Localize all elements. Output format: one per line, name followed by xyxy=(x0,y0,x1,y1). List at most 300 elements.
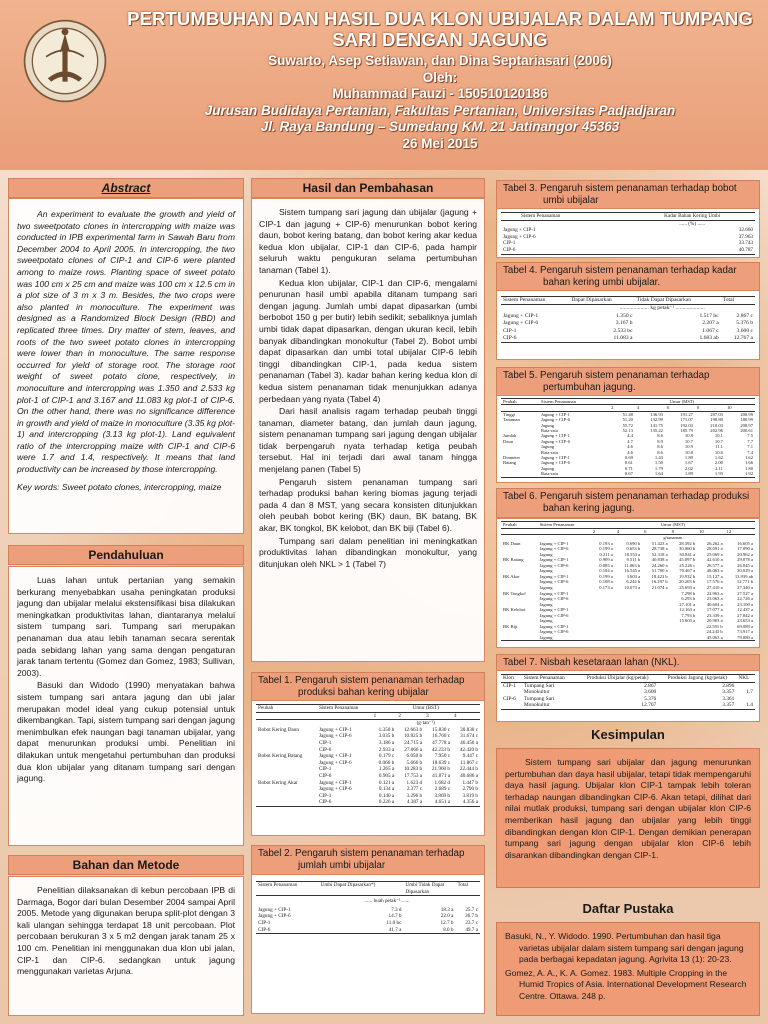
table-cell: 26.262 a xyxy=(706,540,723,546)
table-cell: 24.243 b xyxy=(706,629,723,635)
table-cell: 24.260 a xyxy=(651,562,668,568)
table-cell: 40.838 a xyxy=(651,557,668,563)
table-cell: Jagung xyxy=(539,568,553,574)
table-cell: BK Daun xyxy=(503,540,521,546)
table-cell: 22.0 a xyxy=(440,913,454,920)
table-cell: Jagung + CIP-1 xyxy=(539,607,569,613)
table-cell: Jagung + CIP-6 xyxy=(539,596,569,602)
table-cell: CIP-6 xyxy=(256,927,319,934)
pendahuluan-heading: Pendahuluan xyxy=(8,545,244,565)
authors: Suwarto, Asep Setiawan, dan Dina Septariasari (2006) xyxy=(268,53,612,68)
table-cell: CIP-6 xyxy=(318,746,332,753)
tabel1-caption: Tabel 1. Pengaruh sistem penanaman terhadap produksi bahan kering ubijalar xyxy=(251,672,485,702)
abstract-text xyxy=(17,209,235,493)
table-cell: 1.89 xyxy=(665,471,695,477)
table-cell: 2.207 a xyxy=(702,320,719,327)
table-cell: 10.9 xyxy=(684,444,693,450)
table-cell: 1.517 bc xyxy=(699,312,719,319)
tabel4-unit: ..................... kg petak⁻¹ ..................... xyxy=(619,305,705,312)
table-cell: 6.244 b xyxy=(626,579,641,585)
tabel3-head: Kadar Bahan Kering Umbi xyxy=(629,213,755,221)
table-cell: CIP-1 xyxy=(503,327,517,334)
table-cell: 73.917 a xyxy=(737,629,753,635)
table-cell xyxy=(670,635,698,641)
table-cell: 70.467 a xyxy=(679,568,696,574)
table-cell: 26.045 a xyxy=(737,562,753,568)
tabel4-body xyxy=(501,313,755,343)
table-cell: 3.600 xyxy=(644,689,657,696)
table-cell: Jagung + CIP-1 xyxy=(541,411,570,417)
table-cell: Tinggi xyxy=(503,411,516,417)
table-cell: 27.842 a xyxy=(737,612,753,618)
tabel7-head: NKL xyxy=(736,675,755,683)
table-cell: 1.43 xyxy=(654,455,663,461)
table-cell: 0.066 b xyxy=(378,759,395,766)
keywords: Key words: Sweet potato clones, intercropping, maize xyxy=(17,481,222,492)
table-cell: 1.67 xyxy=(684,460,693,466)
table-cell: 1.4 xyxy=(736,702,755,709)
table-cell: 40.604 a xyxy=(706,601,723,607)
table-cell: CIP-1 xyxy=(258,919,271,926)
table-cell: 1.7 xyxy=(746,689,753,696)
table-cell: 2.896 xyxy=(722,682,735,689)
table-cell: Jagung + CIP-1 xyxy=(318,779,352,786)
tabel2-caption: Tabel 2. Pengaruh sistem penanaman terhadap jumlah umbi ubijalar xyxy=(251,845,485,875)
table-cell: 0.69 xyxy=(624,455,633,461)
table-cell: 3.167 b xyxy=(615,320,633,327)
table-cell: 0.226 a xyxy=(372,799,397,806)
table-cell: Jagung xyxy=(538,635,591,641)
table-cell: 51.20 xyxy=(622,417,633,423)
hasil-paragraph-1: Sistem tumpang sari jagung dan ubijalar (jagung + CIP-1 dan jagung + CIP-6) menurunkan bobot kering daun, bobot kering batang, dan bobot kering akar kedua kedua klon ubijalar, CIP-1 dan CIP-6, pada hampir seluruh waktu pengukuran selama pertumbuhan tanaman (Tabel 1). xyxy=(259,207,477,275)
table-cell: Jagung + CIP-1 xyxy=(503,227,536,234)
table-cell: 8.0 b xyxy=(403,927,455,934)
tabel2-unit: ...... buah petak⁻¹ ...... xyxy=(364,898,410,905)
hasil-paragraph-2: Kedua klon ubijalar, CIP-1 dan CIP-6, mengalami penurunan hasil umbi apabila ditanam tumpang sari dengan jagung. Jumlah umbi dapat dipasarkan (umbi berbobot 150 g per butir) lebih sedikit; sebaliknya jumlah umbi tidak dapat dipasarkan, dengan ukuran kecil, lebih banyak dibandingkan monokultur (Tabel 2). Bobot umbi dapat dipasarkan dan umbi total ubijalar CIP-6 lebih tinggi dibandingkan CIP-1, pada kedua sistem penanaman (Tabel 3). kadar bahan kering kedua klon di kedua sistem penanaman tidak menunjukkan adanya perbedaan yang nyata (Tabel 4) xyxy=(259,277,477,404)
table-cell: 1.265 a xyxy=(378,766,395,773)
tabel4-caption: Tabel 4. Pengaruh sistem penanaman terhadap kadar bahan kering umbi ubijalar. xyxy=(496,262,760,292)
hasil-paragraph-5: Tumpang sari dalam penelitian ini meningkatkan produktivitas lahan dibandingkan monokultur, yang ditunjukan oleh NKL > 1 (Tabel 7) xyxy=(259,535,477,569)
kesimpulan-box xyxy=(496,748,760,888)
table-cell xyxy=(501,702,522,709)
table-cell: Jagung + CIP-1 xyxy=(318,726,352,733)
table-cell: 2.790 b xyxy=(462,786,478,793)
date: 26 Mei 2015 xyxy=(402,135,478,151)
tabel7-head: Sistem Penanaman xyxy=(522,675,577,683)
table-row xyxy=(501,557,755,563)
table-cell: Bobot Kering Daun xyxy=(258,726,299,733)
table-cell: 0.085 a xyxy=(599,562,613,568)
department: Jurusan Budidaya Pertanian, Fakultas Pertanian, Universitas Padjadjaran xyxy=(204,102,676,118)
table-cell: 10.825 b xyxy=(403,733,423,740)
table-cell: 12.163 a xyxy=(679,607,696,613)
table-cell: Jagung + CIP-6 xyxy=(541,417,570,423)
table-cell: 12.771 b xyxy=(736,579,753,585)
tabel6-unit: g/tanaman xyxy=(663,535,683,541)
table-row xyxy=(501,234,755,241)
abstract-box xyxy=(8,198,244,534)
table-cell: 207.03 xyxy=(710,411,723,417)
table-cell xyxy=(615,635,642,641)
table-cell: CIP-6 xyxy=(317,799,372,806)
table-cell: 22.726 a xyxy=(737,596,753,602)
table-cell: 26.577 a xyxy=(706,562,723,568)
table-cell xyxy=(736,696,755,703)
table-cell: 10.6 xyxy=(714,449,723,455)
tabel5-body xyxy=(501,411,755,477)
table-cell: Jagung + CIP-1 xyxy=(539,557,569,563)
table-cell: 4.7 xyxy=(627,438,633,444)
tabel1-head: 1 xyxy=(372,712,397,720)
table-cell: 1.66 xyxy=(744,460,753,466)
table-cell: 7.793 b xyxy=(681,612,696,618)
table-cell: Jagung + CIP-6 xyxy=(503,233,536,240)
table-row xyxy=(256,753,480,760)
tabel1-head: 4 xyxy=(452,712,480,720)
table-cell: 132.99 xyxy=(650,417,663,423)
table-cell: 15.603 a xyxy=(679,618,696,624)
bahan-text xyxy=(17,885,235,978)
hasil-paragraph-3: Dari hasil analisis ragam terhadap peubah tinggi tanaman, diameter batang, dan jumlah daun jagung, sistem penanaman tumpang sari jagung dengan ubijalar tidak berpengaruh nyata terhadap ketiga peubah tersebut. Hal ini terjadi dari awal tanam hingga menjelang panen (Tabel 5) xyxy=(259,406,477,475)
table-row xyxy=(256,740,480,747)
tabel3-body xyxy=(501,227,755,254)
table-cell: 45.097 b xyxy=(679,557,696,563)
table-cell: 2.377 c xyxy=(406,786,423,793)
table-cell: Jagung + CIP-1 xyxy=(503,312,539,319)
table-cell: Rata-rata xyxy=(541,449,558,455)
table-cell: Jagung xyxy=(539,618,553,624)
table-cell: 20.203 b xyxy=(679,579,696,585)
table-cell: CIP-1 xyxy=(318,766,332,773)
table-cell: 2.533 bc xyxy=(613,327,633,334)
bahan-heading: Bahan dan Metode xyxy=(8,855,244,875)
table-cell: 2.11 xyxy=(715,465,723,471)
table-cell: Daun xyxy=(503,438,513,444)
table-cell: 0.108 a xyxy=(599,579,613,585)
hasil-text xyxy=(259,207,477,570)
table-cell: BK Tongkol xyxy=(503,590,526,596)
tabel5-head: 8 xyxy=(695,405,725,411)
table-cell: 1.64 xyxy=(635,471,665,477)
table-cell: 3.819 b xyxy=(462,792,478,799)
table-cell: 7.1 xyxy=(747,444,753,450)
reference-2: Gomez, A. A., K. A. Gomez. 1983. Multiple Cropping in the Humid Tropics of Asia. International Development Research Centre. Ottawa. 248 p. xyxy=(505,967,747,1001)
tabel2-head: Total xyxy=(455,882,480,896)
table-cell: 4.651 a xyxy=(424,799,452,806)
table-cell: CIP-6 xyxy=(318,772,332,779)
tabel6 xyxy=(496,518,760,648)
table-cell: Monokultur xyxy=(523,689,550,696)
tabel6-head: 6 xyxy=(642,528,670,535)
table-cell xyxy=(256,773,317,780)
table-row xyxy=(256,913,480,920)
table-cell: 30.029 a xyxy=(737,568,753,574)
table-cell: 0.199 a xyxy=(599,573,613,579)
table-cell xyxy=(501,689,522,696)
table-cell: 17.576 a xyxy=(706,579,723,585)
table-row xyxy=(501,313,755,320)
table-cell: 45.063 a xyxy=(697,635,725,641)
table-cell: 22.591 b xyxy=(706,623,723,629)
poster-title: PERTUMBUHAN DAN HASIL DUA KLON UBIJALAR DALAM TUMPANG SARI DENGAN JAGUNG xyxy=(127,8,753,50)
table-cell: CIP-1 xyxy=(503,240,516,247)
table-cell: 41.871 a xyxy=(432,772,451,779)
table-cell: 3.603 a xyxy=(626,573,641,579)
table-cell: BK Akar xyxy=(503,573,520,579)
table-row xyxy=(256,799,480,806)
table-cell: 12.663 b xyxy=(403,726,423,733)
hasil-paragraph-4: Pengaruh sistem penanaman tumpang sari terhadap produksi bahan kering biomas jagung terjadi pada 4 dan 8 MST, yang secara konsisten ditunjukkan oleh peubah bobot kering (BK) daun, BK batang, BK akar, BK tongkol, BK kelobot, dan BK biji (Tabel 6). xyxy=(259,476,477,534)
table-cell: 4.6 xyxy=(627,449,633,455)
table-cell: Jagung + CIP-6 xyxy=(258,913,291,920)
table-row xyxy=(501,320,755,327)
table-cell: 10.283 b xyxy=(403,766,423,773)
table-cell: 8.6 xyxy=(657,433,663,439)
table-cell xyxy=(736,682,755,689)
table-cell: 16.297 b xyxy=(651,579,668,585)
table-cell: 4.6 xyxy=(627,444,633,450)
table-cell xyxy=(591,635,615,641)
table-cell: 7.5 xyxy=(747,433,753,439)
tabel5-head: Sistem Penanaman xyxy=(539,399,609,405)
table-row xyxy=(501,689,755,696)
tabel7-caption: Tabel 7. Nisbah kesetaraan lahan (NKL). xyxy=(496,654,760,672)
table-row xyxy=(501,635,755,641)
table-cell: 27.527 a xyxy=(737,590,753,596)
table-cell: 18.553 a xyxy=(624,551,641,557)
table-cell: 17.753 a xyxy=(404,772,423,779)
table-cell: 141.75 xyxy=(650,422,663,428)
table-cell: 42.610 a xyxy=(706,557,723,563)
table-cell: 21.074 a xyxy=(651,585,668,591)
table-cell: Rata-rata xyxy=(541,428,558,434)
table-cell xyxy=(256,740,317,747)
table-cell: 47.778 a xyxy=(432,739,451,746)
table-row xyxy=(256,727,480,734)
table-cell: 0.179 c xyxy=(378,753,395,760)
tabel3 xyxy=(496,208,760,258)
table-cell: 0.121 a xyxy=(378,779,395,786)
tabel2-head: Umbi Dapat Dipasarkan*) xyxy=(319,882,404,896)
table-row xyxy=(256,773,480,780)
table-row xyxy=(501,328,755,335)
abstract-heading: Abstract xyxy=(8,178,244,198)
table-cell: 5.666 b xyxy=(406,759,423,766)
table-cell: Jagung + CIP-1 xyxy=(318,753,352,760)
table-cell: 17.090 a xyxy=(737,546,753,552)
table-cell: 23.653 a xyxy=(737,618,753,624)
table-cell xyxy=(256,799,317,806)
oleh-label: Oleh: xyxy=(422,69,458,85)
table-cell: 7.7 xyxy=(747,438,753,444)
table-cell: 27.410 a xyxy=(706,585,723,591)
table-row xyxy=(256,786,480,793)
table-cell: 0.140 a xyxy=(378,792,395,799)
table-row xyxy=(501,335,755,343)
table-cell: 192.03 xyxy=(680,422,693,428)
table-row xyxy=(501,546,755,552)
table-cell: Jagung + CIP-1 xyxy=(539,590,569,596)
table-cell: 52.318 a xyxy=(651,551,668,557)
table-cell: Tumpang Sari xyxy=(523,682,555,689)
table-row xyxy=(501,471,755,477)
tabel2-head: Umbi Tidak Dapat Dipasarkan xyxy=(403,882,455,896)
table-cell: 16.605 a xyxy=(737,540,753,546)
table-cell: 46.456 a xyxy=(460,739,478,746)
table-cell: BK Biji xyxy=(503,623,518,629)
table-cell: Jagung xyxy=(539,601,553,607)
table-cell: 3.600 c xyxy=(736,327,753,334)
tabel6-head: 12 xyxy=(725,528,755,535)
table-cell: Tumpang Sari xyxy=(523,695,555,702)
tabel4-head: Tidak Dapat Dipasarkan xyxy=(635,297,721,305)
table-row xyxy=(501,696,755,703)
table-cell: 29.078 a xyxy=(737,557,753,563)
table-cell: 8.6 xyxy=(657,449,663,455)
table-cell: 7.950 c xyxy=(434,753,451,760)
tabel6-head: Peubah xyxy=(501,522,538,529)
table-cell: 5.376 xyxy=(644,695,657,702)
table-cell: 11.867 c xyxy=(460,759,478,766)
table-cell: 27.340 a xyxy=(737,585,753,591)
table-cell: 4.356 a xyxy=(452,799,480,806)
table-cell: Tanaman xyxy=(503,417,520,423)
table-cell: 10.7 xyxy=(714,438,723,444)
table-cell: 9.511 b xyxy=(626,557,641,563)
table-row xyxy=(501,240,755,247)
table-cell: 135.22 xyxy=(650,428,663,434)
tabel5-head: Peubah xyxy=(501,399,539,405)
table-cell: 40.787 xyxy=(629,247,755,254)
table-cell: 30.830 c xyxy=(460,726,478,733)
table-cell: 210.03 xyxy=(710,422,723,428)
tabel1-head: 2 xyxy=(396,712,424,720)
table-cell: 200.61 xyxy=(740,428,753,434)
table-cell: 40.686 a xyxy=(460,772,478,779)
table-cell: 1.92 xyxy=(725,471,755,477)
table-cell: Jagung + CIP-1 xyxy=(541,433,570,439)
table-cell: 13.939 ab xyxy=(734,573,753,579)
table-cell: 27.066 a xyxy=(404,746,423,753)
table-cell: 41.7 a xyxy=(319,927,404,934)
table-cell: 30.060 b xyxy=(679,546,696,552)
tabel5-head: 6 xyxy=(665,405,695,411)
table-cell: 5.376 b xyxy=(736,320,753,327)
table-cell: 69.089 a xyxy=(737,623,753,629)
table-cell: 1.067 c xyxy=(702,327,719,334)
table-cell: 0.61 xyxy=(624,460,633,466)
table-row xyxy=(501,702,755,709)
table-cell: Jagung xyxy=(541,422,555,428)
table-row xyxy=(256,747,480,754)
pustaka-heading: Daftar Pustaka xyxy=(582,901,674,916)
table-cell: 31.674 c xyxy=(460,733,478,740)
tabel3-head: Sistem Penanaman xyxy=(501,213,629,221)
table-cell: 55.72 xyxy=(622,422,633,428)
table-row xyxy=(256,733,480,740)
table-cell: 51.700 a xyxy=(651,568,668,574)
table-cell: 51.423 a xyxy=(651,540,668,546)
tabel3-unit: ...... (%) ...... xyxy=(679,220,706,227)
table-cell: 1.350 b xyxy=(378,726,395,733)
table-cell: 18.639 c xyxy=(432,759,451,766)
table-cell: 12.7 b xyxy=(440,919,454,926)
table-cell: Batang xyxy=(503,460,517,466)
table-cell: 6.293 b xyxy=(681,596,696,602)
table-cell: 4.4 xyxy=(627,433,633,439)
table-cell: Jagung + CIP-6 xyxy=(539,546,569,552)
table-cell: 3.361 xyxy=(722,695,735,702)
table-cell: 0.199 a xyxy=(599,546,613,552)
table-cell: 171.07 xyxy=(680,417,693,423)
table-cell: 25.069 a xyxy=(706,551,723,557)
table-cell: 7.3 d xyxy=(391,906,402,913)
table-cell: 24.715 a xyxy=(404,739,423,746)
table-cell: 191.27 xyxy=(680,411,693,417)
kesimpulan-paragraph: Sistem tumpang sari ubijalar dan jagung menurunkan pertumbuhan dan daya hasil ubijalar, tetapi tidak mempengaruhi daya hasil jagung. Ubijalar klon CIP-1 tampak lebih toleran terhadap naungan dibandingkan CIP-6. Akan tetapi, dilihat dari nilai mutlak produksi, tumpang sari dengan ubijalar klon CIP-6 memberikan hasil jagung dan ubijalar yang lebih tinggi dibandingkan dengan klon CIP-1. Dengan demikian penerapan tumpang sari jagung dengan ubijalar klon CIP-6 lebih disarankan dibandingkan dengan CIP-1. xyxy=(505,757,751,860)
table-cell: 42.233 b xyxy=(431,746,451,753)
table-cell: 1.79 xyxy=(654,465,663,471)
table-cell: 30.841 a xyxy=(679,551,696,557)
table-cell: 11.0 bc xyxy=(386,919,402,926)
table-row xyxy=(256,780,480,787)
table-cell: Jumlah xyxy=(503,433,517,439)
table-cell: 22.963 a xyxy=(706,590,723,596)
table-cell: 0.909 a xyxy=(599,557,613,563)
table-cell: 2.933 a xyxy=(378,746,395,753)
table-cell: 0.67 xyxy=(609,471,635,477)
table-cell: 7.298 b xyxy=(681,590,696,596)
table-cell xyxy=(256,747,317,754)
table-cell: 9.447 c xyxy=(462,753,478,760)
tabel2-body xyxy=(256,907,480,934)
table-cell: Jagung + CIP-6 xyxy=(318,786,352,793)
table-cell: Bobot Kering Batang xyxy=(258,753,303,760)
table-cell: 28.738 a xyxy=(651,546,668,552)
table-cell: Jagung + CIP-6 xyxy=(539,579,569,585)
pendahuluan-text xyxy=(17,575,235,785)
table-cell: Jagung xyxy=(539,551,553,557)
table-cell: 11.1 xyxy=(715,444,723,450)
table-cell: CIP-1 xyxy=(318,792,332,799)
table-cell: Jagung + CIP-1 xyxy=(539,573,569,579)
reference-1: Basuki, N., Y. Widodo. 1990. Pertumbuhan dan hasil tiga varietas ubijalar dalam sistem tumpang sari dengan jagung pada berbagai kepadatan jagung. Agrivita 13 (1): 20-23. xyxy=(505,931,744,964)
table-cell: 3.035 b xyxy=(378,733,395,740)
table-cell: 10.8 xyxy=(684,433,693,439)
table-cell: CIP-6 xyxy=(501,335,569,343)
tabel4-head: Dapat Dipasarkan xyxy=(569,297,634,305)
table-cell: 28.392 b xyxy=(679,540,696,546)
table-cell: BK Kelobot xyxy=(503,607,526,613)
table-cell: 0.653 b xyxy=(626,546,641,552)
table-cell: Jagung + CIP-6 xyxy=(539,562,569,568)
table-cell: 19.932 b xyxy=(679,573,696,579)
table-cell: 1.80 xyxy=(684,455,693,461)
tabel4-head: Total xyxy=(721,297,755,305)
pendahuluan-paragraph-1: Luas lahan untuk pertanian yang semakin berkurang menyebabkan usaha peningkatan produksi jagung dan ubijalar melalui ekstensifikasi bisa dilakukan meningkatkan produktivitas lahan, diantaranya melalui sistem tumpang sari. Tumpang sari merupakan penanaman dua atau lebih tanaman secara serentak pada sebidang lahan yang sama dengan pengaturan jarak tanam tertentu (Gomez dan Gomez, 1983; Sullivan, 2003). xyxy=(17,575,235,678)
tabel7 xyxy=(496,670,760,722)
tabel5-head: 2 xyxy=(609,405,635,411)
table-cell xyxy=(501,471,539,477)
table-cell: 1.447 b xyxy=(462,779,478,786)
table-cell: 17.077 a xyxy=(706,607,723,613)
hasil-heading: Hasil dan Pembahasan xyxy=(251,178,485,198)
table-cell: 0.173 a xyxy=(599,585,613,591)
table-cell: 1.682 d xyxy=(434,779,451,786)
pendahuluan-paragraph-2: Basuki dan Widodo (1990) menyatakan bahwa sistem tumpang sari antara jagung dan ubi jalar merupakan model ideal yang cukup potensial untuk dikembangkan. Tapi, sistem tumpang sari dengan jagung menimbulkan efek naungan bagi tanaman ubijalar, yang dapat menurunkan produksi umbi. Penelitian ini dilakukan untuk mengetahui pertumbuhan dan produksi dua klon ubijalar yang ditanam tumpang sari dengan jagung. xyxy=(17,680,235,784)
table-cell: 4.387 a xyxy=(396,799,424,806)
table-row xyxy=(256,793,480,800)
